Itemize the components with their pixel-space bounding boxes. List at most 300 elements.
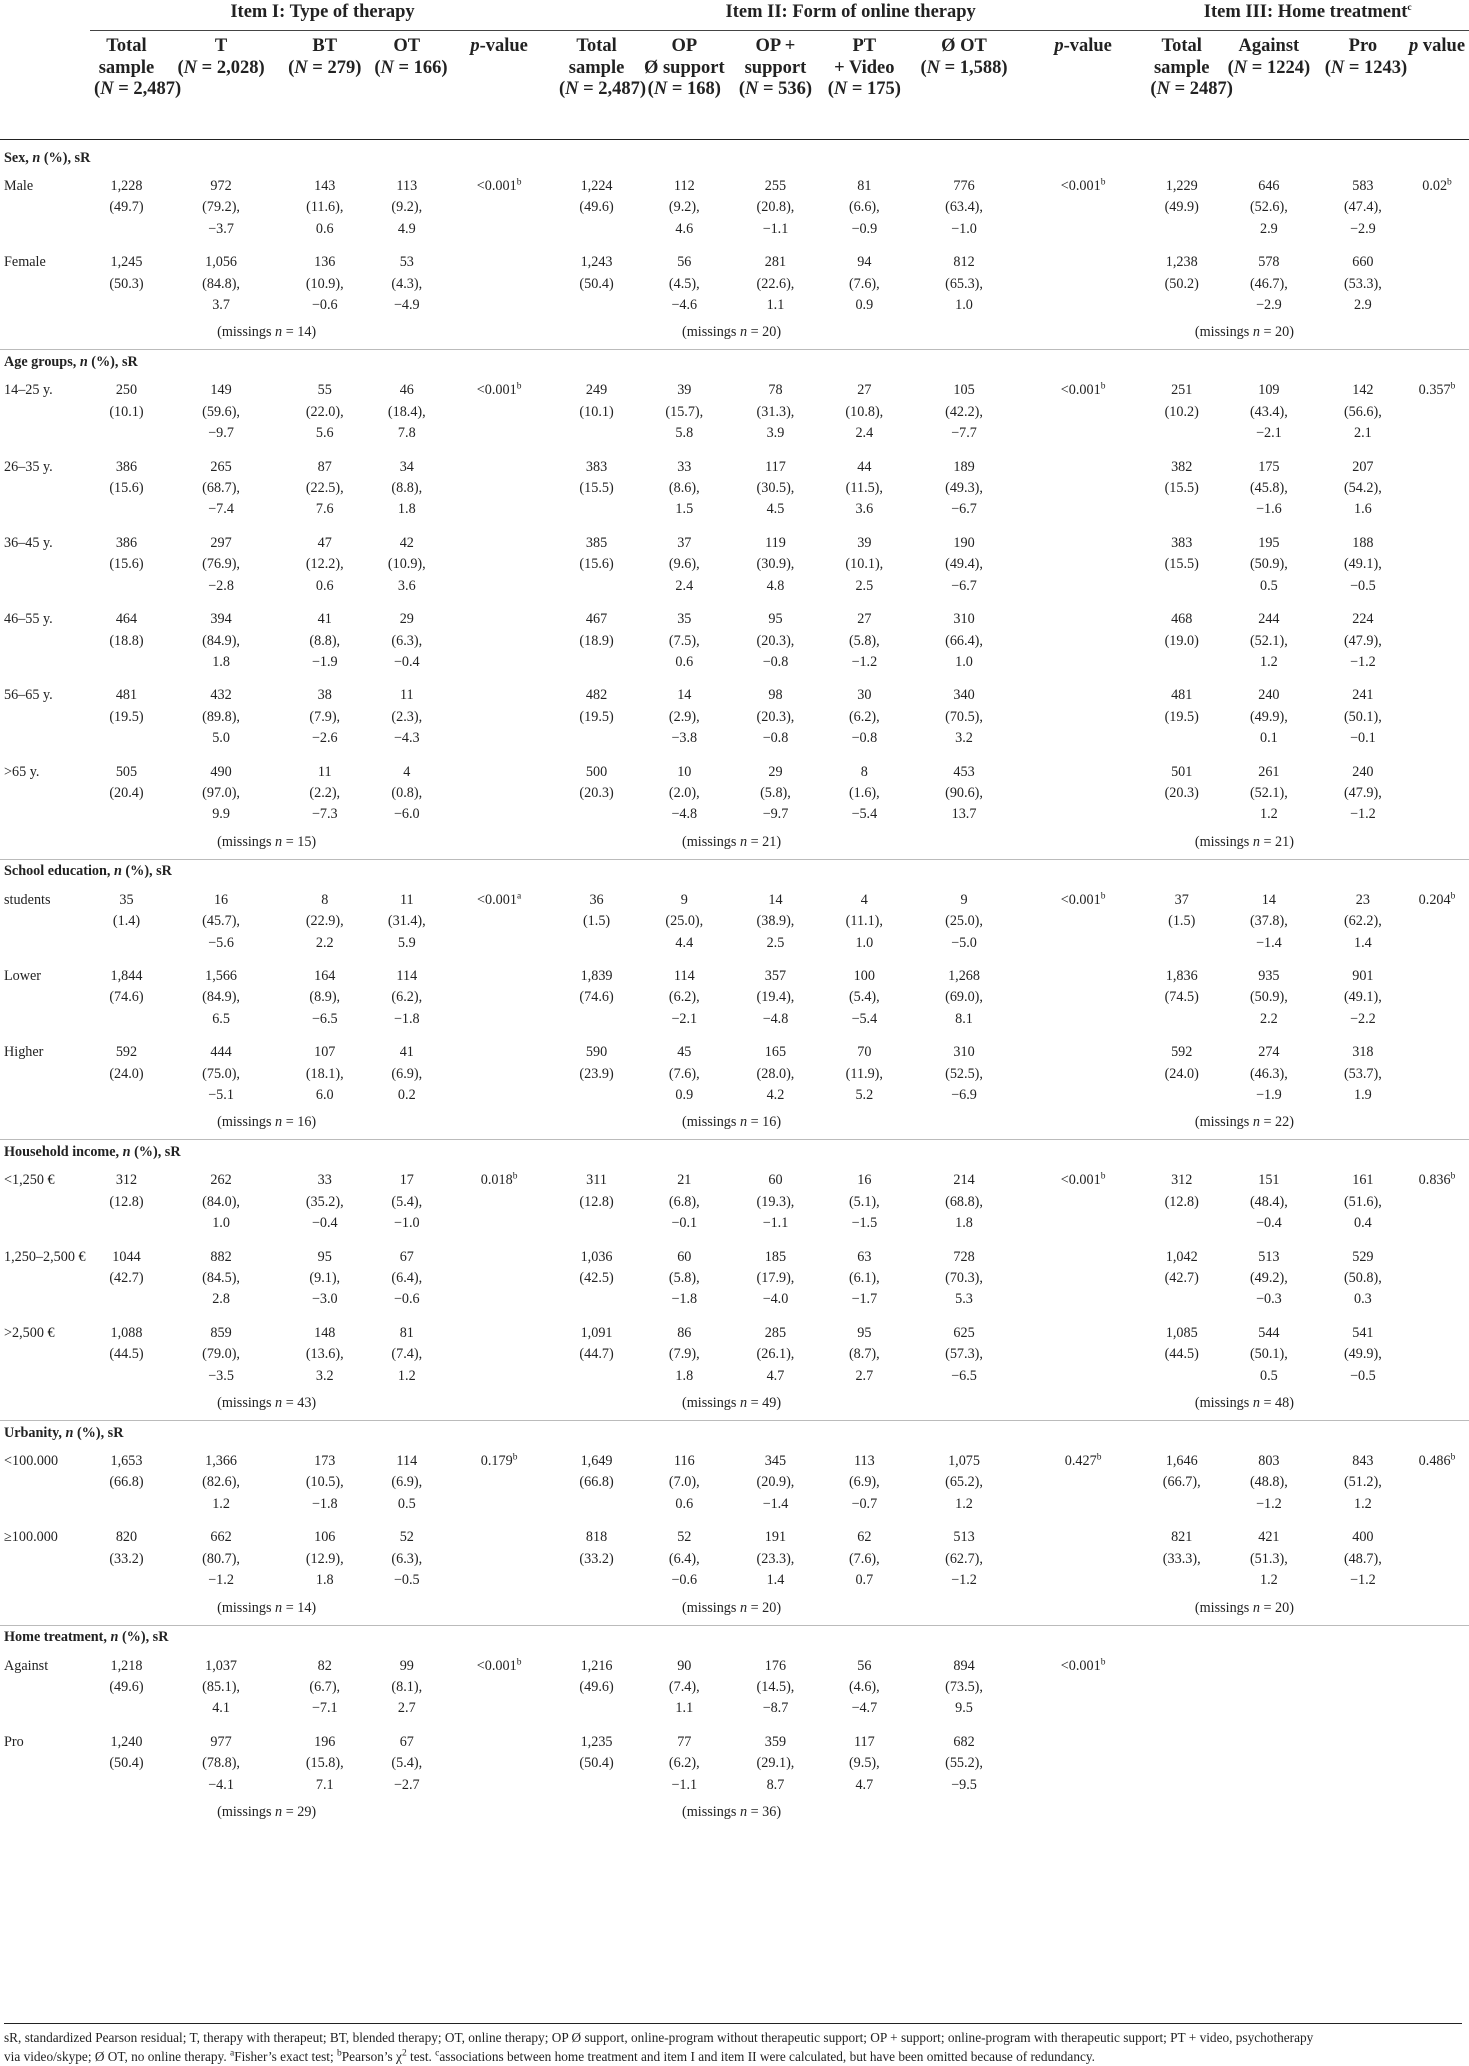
table-cell: 583 (47.4), −2.9 [1343,178,1382,237]
table-cell: 244 (52.1), 1.2 [1249,611,1288,670]
table-cell: 297 (76.9), −2.8 [202,534,240,594]
table-cell: 882 (84.5), 2.8 [202,1248,240,1308]
table-cell: 1,243 (50.4) [579,254,614,292]
table-cell [443,451,555,527]
table-cell: 240 (47.9), −1.2 [1343,763,1382,823]
row-label: 14–25 y. [4,382,53,399]
table-cell: 453 (90.6), 13.7 [945,763,983,823]
table-cell: 513 (49.2), −0.3 [1249,1248,1288,1308]
table-cell: 382 (15.5) [1164,458,1199,497]
group-header-item2: Item II: Form of online therapy [555,0,1146,31]
row-label: ≥100.000 [4,1529,58,1546]
column-header: p-value [443,31,555,140]
table-cell: 44 (11.5), 3.6 [845,458,883,518]
section-header-row [0,859,1469,884]
table-cell: 394 (84.9), 1.8 [202,611,240,670]
table-cell: 0.486$^b$ [1418,1452,1456,1470]
column-header: Against (N = 1224) [1217,31,1321,140]
table-cell: 728 (70.3), 5.3 [945,1248,983,1308]
table-cell: 1,240 (50.4) [109,1733,144,1772]
row-label: Pro [4,1733,24,1750]
table-cell: 113 (6.9), −0.7 [848,1453,880,1512]
table-cell: 1,216 (49.6) [579,1657,614,1695]
missings-note: (missings n = 16) [682,1114,782,1131]
table-cell [1020,1317,1147,1393]
table-cell: 149 (59.6), −9.7 [202,382,240,442]
table-cell: 114 (6.9), 0.5 [391,1453,423,1512]
table-cell: 161 (51.6), 0.4 [1343,1172,1382,1232]
table-cell [1405,1726,1469,1802]
table-cell: <0.001$^a$ [477,891,522,908]
column-header: Total sample (N = 2487) [1146,31,1217,140]
table-cell: 345 (20.9), −1.4 [756,1453,795,1512]
table-cell: 386 (15.6) [109,534,144,573]
table-cell: 592 (24.0) [109,1044,144,1082]
table-cell: 1,037 (85.1), 4.1 [202,1657,240,1717]
table-cell [1020,246,1147,322]
row-label: 26–35 y. [4,458,53,475]
table-cell: 312 (12.8) [109,1172,144,1210]
table-cell: 357 (19.4), −4.8 [756,967,795,1027]
table-cell: 541 (49.9), −0.5 [1343,1324,1382,1384]
table-cell: 901 (49.1), −2.2 [1343,967,1382,1027]
table-cell: 94 (7.6), 0.9 [848,254,880,314]
table-cell: 444 (75.0), −5.1 [202,1044,240,1103]
table-cell: 274 (46.3), −1.9 [1249,1044,1288,1103]
missings-note: (missings n = 15) [217,833,317,850]
table-cell: 29 (6.3), −0.4 [391,611,423,670]
table-cell: 33 (35.2), −0.4 [305,1172,344,1232]
table-cell: 67 (6.4), −0.6 [391,1248,423,1308]
missings-note: (missings n = 20) [682,324,782,341]
table-cell: 1,228 (49.7) [109,178,144,216]
table-cell: 52 (6.3), −0.5 [391,1529,423,1589]
table-cell: <0.001$^b$ [1060,177,1106,194]
table-cell [1405,1241,1469,1317]
table-cell: 173 (10.5), −1.8 [305,1453,344,1512]
table-row [0,960,1469,1036]
table-cell: 251 (10.2) [1164,382,1199,420]
footnote-line-1: sR, standardized Pearson residual; T, therapy with therapeut; BT, blended therapy; OT, online therapy; OP Ø support, online-program without therapeutic support; OP + support; online-program with therapeutic support; PT + video, psychotherapy [4,2030,1314,2045]
missings-row [0,1393,1469,1421]
table-cell [1020,1726,1147,1802]
missings-note: (missings n = 21) [1194,833,1294,850]
table-cell: 513 (62.7), −1.2 [945,1529,983,1589]
table-cell: 142 (56.6), 2.1 [1343,382,1382,442]
table-cell: 1,075 (65.2), 1.2 [945,1453,983,1512]
table-cell [1405,756,1469,832]
table-cell: 30 (6.2), −0.8 [848,687,880,747]
section-title: Urbanity, n (%), sR [0,1421,1469,1446]
table-cell: 432 (89.8), 5.0 [202,687,240,747]
table-cell [1321,1650,1405,1726]
table-cell [1020,1241,1147,1317]
table-cell: 977 (78.8), −4.1 [202,1733,240,1793]
table-cell: 37 (9.6), 2.4 [668,534,700,594]
table-cell [1020,960,1147,1036]
table-cell [1405,1036,1469,1112]
table-cell: 46 (18.4), 7.8 [387,382,426,442]
table-cell: 136 (10.9), −0.6 [305,254,344,314]
table-cell: 859 (79.0), −3.5 [202,1324,240,1384]
table-cell: 38 (7.9), −2.6 [309,687,341,747]
table-cell: 421 (51.3), 1.2 [1249,1529,1288,1589]
table-cell: 820 (33.2) [109,1529,144,1567]
table-cell: 0.357$^b$ [1418,381,1456,399]
section-title: Age groups, n (%), sR [0,350,1469,375]
table-cell: 0.02$^b$ [1422,177,1452,194]
table-cell [443,960,555,1036]
table-cell: 1,245 (50.3) [109,254,144,292]
table-cell: 60 (5.8), −1.8 [668,1248,700,1308]
table-cell: 1,366 (82.6), 1.2 [202,1453,240,1512]
table-cell: 812 (65.3), 1.0 [945,254,983,314]
table-cell: 1,649 (66.8) [579,1453,614,1491]
table-cell: <0.001$^b$ [476,177,522,194]
table-cell: 8 (22.9), 2.2 [305,891,344,951]
table-cell [443,603,555,679]
table-cell: 4 (11.1), 1.0 [845,891,883,951]
table-cell: 383 (15.5) [579,458,614,497]
table-cell [443,679,555,755]
table-row [0,1036,1469,1112]
table-cell: 505 (20.4) [109,763,144,801]
table-cell: 95 (9.1), −3.0 [309,1248,341,1308]
table-cell: 176 (14.5), −8.7 [756,1657,795,1717]
missings-note: (missings n = 21) [682,833,782,850]
table-cell: 87 (22.5), 7.6 [305,458,344,518]
table-cell: 35 (1.4) [112,891,141,930]
table-cell: 1,653 (66.8) [109,1453,144,1491]
table-cell: 1,839 (74.6) [579,967,614,1006]
table-cell: 660 (53.3), 2.9 [1343,254,1382,314]
table-cell: 62 (7.6), 0.7 [848,1529,880,1589]
table-cell: 311 (12.8) [579,1172,614,1210]
table-cell [1405,603,1469,679]
table-cell: 490 (97.0), 9.9 [202,763,240,823]
column-header: p-value [1020,31,1147,140]
table-cell: 119 (30.9), 4.8 [756,534,795,594]
table-cell: 37 (1.5) [1168,891,1196,930]
table-cell: <0.001$^b$ [1060,891,1106,908]
missings-row [0,322,1469,350]
table-cell: 114 (6.2), −2.1 [668,967,700,1027]
row-label: >65 y. [4,763,40,780]
table-cell [1020,679,1147,755]
table-cell: 481 (19.5) [109,687,144,725]
missings-note [1020,1802,1469,1829]
table-body [0,146,1469,1829]
table-cell: 10 (2.0), −4.8 [668,763,700,823]
section-title: Sex, n (%), sR [4,149,91,166]
table-cell [1405,1317,1469,1393]
table-cell: 117 (30.5), 4.5 [756,458,795,518]
table-cell: <0.001$^b$ [1060,381,1106,399]
table-cell: 662 (80.7), −1.2 [202,1529,240,1589]
table-cell [443,1317,555,1393]
row-label: Higher [4,1044,44,1061]
table-cell: 60 (19.3), −1.1 [756,1172,795,1232]
column-header: Pro (N = 1243) [1321,31,1405,140]
column-header: BT (N = 279) [279,31,370,140]
table-cell: 468 (19.0) [1164,611,1199,649]
table-cell: 1,042 (42.7) [1164,1248,1199,1287]
table-cell: 544 (50.1), 0.5 [1249,1324,1288,1384]
row-label: Female [4,254,46,271]
table-cell: 1,836 (74.5) [1164,967,1199,1006]
table-cell [1020,1036,1147,1112]
row-label: Male [4,178,34,194]
table-cell: 255 (20.8), −1.1 [756,178,795,237]
row-label: >2,500 € [4,1324,55,1341]
section-header-row [0,350,1469,375]
table-cell: 148 (13.6), 3.2 [305,1324,344,1384]
table-cell: 1,229 (49.9) [1164,178,1199,216]
table-cell: 11 (31.4), 5.9 [387,891,426,951]
column-header: p value [1405,31,1469,140]
missings-note: (missings n = 22) [1194,1114,1294,1131]
table-cell: 95 (8.7), 2.7 [848,1324,880,1384]
table-cell: 340 (70.5), 3.2 [945,687,983,747]
table-cell: <0.001$^b$ [1060,1171,1106,1189]
table-cell: 16 (5.1), −1.5 [848,1172,880,1232]
table-cell: 9 (25.0), 4.4 [665,891,704,951]
table-cell: 42 (10.9), 3.6 [387,534,426,594]
table-cell: 261 (52.1), 1.2 [1249,763,1288,823]
table-cell: 250 (10.1) [109,382,144,420]
table-cell: 400 (48.7), −1.2 [1343,1529,1382,1589]
table-cell: 81 (6.6), −0.9 [848,178,880,237]
table-cell: 646 (52.6), 2.9 [1249,178,1288,237]
missings-note: (missings n = 20) [1194,1599,1294,1616]
missings-note: (missings n = 48) [1194,1395,1294,1412]
table-cell: 592 (24.0) [1164,1044,1199,1082]
table-cell: 285 (26.1), 4.7 [756,1324,795,1384]
table-cell [1020,603,1147,679]
row-label: <1,250 € [4,1172,55,1189]
table-cell: 45 (7.6), 0.9 [668,1044,700,1103]
table-cell: 8 (1.6), −5.4 [848,763,880,823]
row-label: 46–55 y. [4,611,53,628]
missings-note: (missings n = 14) [217,324,317,341]
missings-note: (missings n = 29) [217,1803,317,1820]
table-cell: 312 (12.8) [1164,1172,1199,1210]
missings-row [0,1598,1469,1626]
row-label: 1,250–2,500 € [4,1248,86,1265]
table-cell: 82 (6.7), −7.1 [309,1657,341,1717]
table-cell: 1,036 (42.5) [579,1248,614,1287]
table-cell: 106 (12.9), 1.8 [305,1529,344,1589]
section-header-row [0,146,1469,170]
table-cell: 359 (29.1), 8.7 [756,1733,795,1793]
table-cell: 175 (45.8), −1.6 [1249,458,1288,518]
table-cell: 21 (6.8), −0.1 [668,1172,700,1232]
table-cell: 818 (33.2) [579,1529,614,1567]
table-cell: 112 (9.2), 4.6 [668,178,700,237]
table-cell: 1,566 (84.9), 6.5 [202,967,240,1027]
table-cell [443,1726,555,1802]
table-cell: 16 (45.7), −5.6 [202,891,240,951]
column-header: Total sample (N = 2,487) [90,31,163,140]
table-cell: 188 (49.1), −0.5 [1343,534,1382,594]
table-cell: 47 (12.2), 0.6 [305,534,344,594]
table-cell: 1,085 (44.5) [1164,1324,1199,1363]
table-cell: 196 (15.8), 7.1 [305,1733,344,1793]
table-cell: 1,844 (74.6) [109,967,144,1006]
table-cell: 114 (6.2), −1.8 [391,967,423,1027]
table-cell: 265 (68.7), −7.4 [202,458,240,518]
table-cell: 500 (20.3) [579,763,614,801]
table-cell: 11 (2.3), −4.3 [391,687,423,747]
table-cell: 467 (18.9) [579,611,614,649]
table-cell [1217,1726,1321,1802]
table-cell: 249 (10.1) [579,382,614,420]
table-cell [1405,451,1469,527]
table-cell: 281 (22.6), 1.1 [756,254,795,314]
table-cell [443,1521,555,1597]
section-title: Household income, n (%), sR [0,1140,1469,1165]
table-cell: 578 (46.7), −2.9 [1249,254,1288,314]
table-cell: 1,268 (69.0), 8.1 [945,967,983,1027]
group-header-item1: Item I: Type of therapy [90,0,555,31]
table-cell: 821 (33.3), [1162,1529,1201,1567]
row-label: students [4,891,51,908]
table-cell [443,756,555,832]
table-cell: 185 (17.9), −4.0 [756,1248,795,1308]
footnote-line-2: via video/skype; Ø OT, no online therapy. $^a$Fisher’s exact test; $^b$Pearson’s $\chi^2$ test. $^c$associations between home treatment and item I and item II were calculated, but have been omitted because of redundancy. [4,2048,1095,2064]
table-cell: 385 (15.6) [579,534,614,573]
table-cell: 843 (51.2), 1.2 [1343,1453,1382,1512]
table-cell: 1,088 (44.5) [109,1324,144,1363]
column-header: Total sample (N = 2,487) [555,31,638,140]
table-cell [1217,1650,1321,1726]
table-row [0,1726,1469,1802]
table-cell: 81 (7.4), 1.2 [391,1324,423,1384]
table-row [0,170,1469,246]
table-cell: 214 (68.8), 1.8 [945,1172,983,1232]
table-cell: 56 (4.6), −4.7 [848,1657,880,1717]
table-cell: 207 (54.2), 1.6 [1343,458,1382,518]
table-cell [443,1241,555,1317]
table-cell: 0.836$^b$ [1418,1171,1456,1189]
table-cell: 117 (9.5), 4.7 [848,1733,880,1793]
table-cell: 0.427$^b$ [1064,1452,1102,1470]
table-cell [1020,1521,1147,1597]
table-row [0,1521,1469,1597]
table-cell [1020,756,1147,832]
table-row [0,246,1469,322]
table-cell: 27 (5.8), −1.2 [848,611,880,670]
column-header: Ø OT (N = 1,588) [908,31,1020,140]
column-header: OT (N = 166) [370,31,443,140]
table-cell [443,1036,555,1112]
table-cell: 70 (11.9), 5.2 [845,1044,883,1103]
table-cell: 0.179$^b$ [480,1452,518,1470]
table-cell: 29 (5.8), −9.7 [760,763,791,823]
table-cell [1405,1650,1469,1726]
column-header: OP + support (N = 536) [730,31,820,140]
table-row [0,1164,1469,1240]
table-cell: 0.204$^b$ [1418,891,1456,908]
table-cell: 39 (15.7), 5.8 [665,382,704,442]
table-cell: 625 (57.3), −6.5 [945,1324,983,1384]
table-cell: 86 (7.9), 1.8 [668,1324,700,1384]
missings-note: (missings n = 49) [682,1395,782,1412]
table-cell: 481 (19.5) [1164,687,1199,725]
missings-row [0,832,1469,860]
table-cell: 1,218 (49.6) [109,1657,144,1695]
missings-note: (missings n = 43) [217,1395,317,1412]
table-cell: 56 (4.5), −4.6 [668,254,700,314]
table-cell: 151 (48.4), −0.4 [1249,1172,1288,1232]
table-cell: 23 (62.2), 1.4 [1343,891,1382,951]
section-header-row [0,1421,1469,1446]
table-cell: <0.001$^b$ [476,381,522,399]
table-cell: 105 (42.2), −7.7 [945,382,983,442]
section-title: School education, n (%), sR [0,859,1469,884]
table-cell: 77 (6.2), −1.1 [668,1733,700,1793]
table-cell: 803 (48.8), −1.2 [1249,1453,1288,1512]
section-header-row [0,1140,1469,1165]
table-cell: 195 (50.9), 0.5 [1249,534,1288,594]
table-cell: 4 (0.8), −6.0 [391,763,423,823]
table-cell: 191 (23.3), 1.4 [756,1529,795,1589]
table-cell [1405,246,1469,322]
table-cell: 39 (10.1), 2.5 [845,534,884,594]
table-cell: 1,238 (50.2) [1164,254,1199,292]
table-cell [1321,1726,1405,1802]
missings-note: (missings n = 14) [217,1599,317,1616]
column-header: PT + Video (N = 175) [820,31,908,140]
table-cell: <0.001$^b$ [1060,1656,1106,1674]
table-cell: 165 (28.0), 4.2 [756,1044,795,1103]
table-cell: 35 (7.5), 0.6 [668,611,700,670]
table-cell: 34 (8.8), 1.8 [391,458,423,518]
table-cell: 99 (8.1), 2.7 [391,1657,423,1717]
table-cell: 63 (6.1), −1.7 [848,1248,880,1308]
table-row [0,1445,1469,1521]
missings-note: (missings n = 16) [217,1114,317,1131]
table-cell: 386 (15.6) [109,458,144,497]
table-cell: 224 (47.9), −1.2 [1343,611,1382,670]
table-cell: 310 (66.4), 1.0 [945,611,983,670]
table-cell: 383 (15.5) [1164,534,1199,573]
table-cell [1405,527,1469,603]
table-cell: 529 (50.8), 0.3 [1343,1248,1382,1308]
row-label: 36–45 y. [4,534,53,551]
table-cell: 27 (10.8), 2.4 [845,382,884,442]
section-title: Home treatment, n (%), sR [0,1625,1469,1650]
table-cell: 501 (20.3) [1164,763,1199,801]
table-cell: 41 (8.8), −1.9 [309,611,341,670]
table-row [0,884,1469,960]
table-cell: 33 (8.6), 1.5 [668,458,700,518]
table-cell [1405,960,1469,1036]
table-cell: 1,224 (49.6) [579,178,614,216]
table-cell: 1,091 (44.7) [579,1324,614,1363]
table-cell: 776 (63.4), −1.0 [945,178,983,237]
table-cell: 262 (84.0), 1.0 [202,1172,240,1232]
table-cell: 36 (1.5) [582,891,611,930]
table-cell [443,246,555,322]
table-cell [1146,1726,1217,1802]
table-cell: 53 (4.3), −4.9 [391,254,423,314]
group-header-item3: Item III: Home treatment$^c$ [1146,0,1469,31]
table-cell: 14 (37.8), −1.4 [1249,891,1288,951]
table-cell: 1,056 (84.8), 3.7 [202,254,240,314]
section-header-row [0,1625,1469,1650]
table-cell: 98 (20.3), −0.8 [756,687,795,747]
